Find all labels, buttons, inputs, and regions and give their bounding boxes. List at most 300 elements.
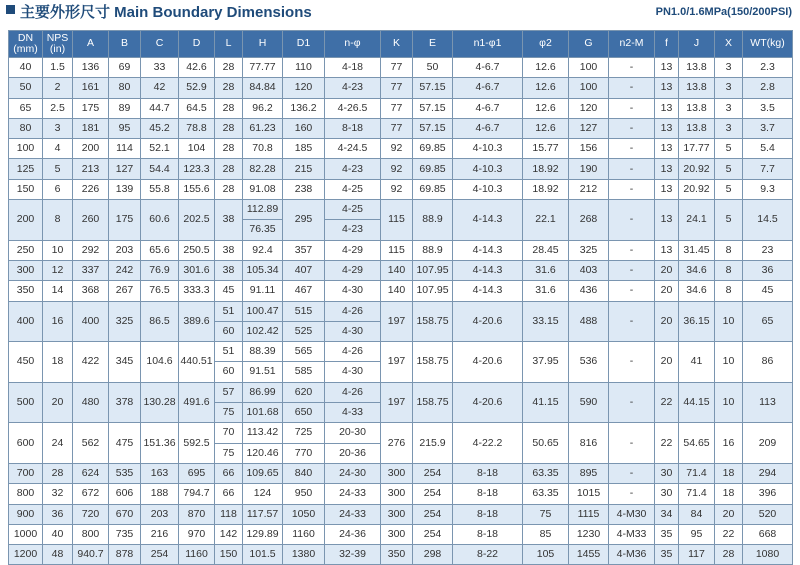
table-cell <box>73 78 109 98</box>
cell-text: 695 <box>187 467 206 480</box>
table-cell <box>453 463 523 483</box>
cell-text: 54.65 <box>683 436 710 449</box>
cell-line: 565 <box>294 345 313 358</box>
table-cell <box>9 463 43 483</box>
table-row <box>9 301 793 342</box>
cell-text: 345 <box>115 355 134 368</box>
table-cell <box>609 524 655 544</box>
cell-text: 77 <box>390 101 403 114</box>
cell-text: 300 <box>16 264 35 277</box>
cell-text: 301.6 <box>183 264 210 277</box>
cell-text: 1160 <box>185 548 208 561</box>
table-row <box>9 423 793 464</box>
cell-text: 28 <box>722 548 735 561</box>
table-cell <box>655 200 679 241</box>
table-cell <box>609 200 655 241</box>
table-cell <box>325 179 381 199</box>
cell-text: 4-6.7 <box>475 61 500 74</box>
cell-text: 4-M30 <box>616 507 647 520</box>
column-header <box>9 31 43 58</box>
table-cell <box>73 301 109 342</box>
column-header <box>141 31 179 58</box>
cell-text: 14 <box>51 284 64 297</box>
table-cell <box>743 240 793 260</box>
cell-text: 6 <box>54 182 61 195</box>
cell-text: 4-6.7 <box>475 101 500 114</box>
cell-text: 24-33 <box>339 487 366 500</box>
cell-line: 770 <box>283 443 324 463</box>
cell-text: 940.7 <box>77 548 104 561</box>
cell-text: 54.4 <box>149 162 170 175</box>
table-cell <box>523 524 569 544</box>
table-cell <box>453 484 523 504</box>
cell-text: 1115 <box>577 507 600 520</box>
table-cell <box>283 200 325 241</box>
dimensions-table <box>8 30 793 565</box>
table-cell <box>325 118 381 138</box>
cell-text: 2.5 <box>50 101 65 114</box>
cell-text: 57.15 <box>419 101 446 114</box>
cell-text: 950 <box>294 487 313 500</box>
cell-text: 300 <box>387 487 406 500</box>
table-cell <box>283 118 325 138</box>
table-cell <box>283 463 325 483</box>
cell-text: 3 <box>725 101 732 114</box>
table-cell <box>609 504 655 524</box>
cell-text: 18 <box>722 467 735 480</box>
cell-text: 32-39 <box>339 548 366 561</box>
cell-text: 491.6 <box>183 396 210 409</box>
table-cell <box>109 484 141 504</box>
cell-text: 8 <box>54 213 61 226</box>
table-cell <box>679 260 715 280</box>
table-cell <box>381 545 413 565</box>
cell-text: 40 <box>51 527 64 540</box>
table-cell <box>9 159 43 179</box>
table-cell <box>109 545 141 565</box>
cell-text: 4-M33 <box>616 527 647 540</box>
table-cell <box>215 58 243 78</box>
table-cell <box>43 179 73 199</box>
table-cell <box>141 281 179 301</box>
cell-text: 28 <box>222 101 235 114</box>
cell-text: 151.36 <box>143 436 176 449</box>
cell-text: - <box>629 122 634 135</box>
table-cell <box>609 382 655 423</box>
cell-line: 4-26 <box>341 385 363 398</box>
column-header <box>243 31 283 58</box>
cell-text: 69.85 <box>419 182 446 195</box>
column-header-label: C <box>155 37 164 50</box>
table-cell <box>243 301 283 342</box>
table-cell <box>679 159 715 179</box>
cell-text: 85 <box>539 527 552 540</box>
cell-line: 51 <box>222 345 235 358</box>
cell-text: 13 <box>660 243 673 256</box>
table-cell <box>9 423 43 464</box>
column-header <box>413 31 453 58</box>
cell-text: 24-30 <box>339 467 366 480</box>
cell-text: - <box>629 487 634 500</box>
table-cell <box>109 504 141 524</box>
table-cell <box>655 342 679 383</box>
table-cell <box>325 98 381 118</box>
table-cell <box>43 382 73 423</box>
cell-text: 254 <box>423 487 442 500</box>
cell-line: 100.47 <box>246 304 279 317</box>
cell-text: 120 <box>294 81 313 94</box>
table-cell <box>453 545 523 565</box>
cell-text: 422 <box>81 355 100 368</box>
table-cell <box>141 342 179 383</box>
table-cell <box>453 179 523 199</box>
cell-text: 20 <box>660 284 673 297</box>
table-cell <box>655 524 679 544</box>
table-cell <box>215 524 243 544</box>
table-cell <box>381 260 413 280</box>
table-cell <box>715 524 743 544</box>
cell-text: 30 <box>660 487 673 500</box>
table-cell <box>413 78 453 98</box>
table-row <box>9 382 793 423</box>
table-cell <box>569 139 609 159</box>
cell-text: 33.15 <box>532 314 559 327</box>
cell-text: 105.34 <box>246 264 279 277</box>
table-cell <box>109 301 141 342</box>
table-cell <box>569 504 609 524</box>
table-cell <box>413 118 453 138</box>
cell-text: 8-18 <box>476 487 498 500</box>
cell-text: 31.45 <box>683 243 710 256</box>
cell-text: 488 <box>579 314 598 327</box>
table-cell <box>453 200 523 241</box>
cell-text: 107.95 <box>416 264 449 277</box>
table-cell <box>215 139 243 159</box>
cell-text: 50 <box>19 81 32 94</box>
cell-text: 117.57 <box>246 507 279 520</box>
table-cell <box>243 463 283 483</box>
table-cell <box>569 179 609 199</box>
table-cell <box>73 423 109 464</box>
cell-text: 16 <box>722 436 735 449</box>
cell-text: 136 <box>81 61 100 74</box>
cell-text: 216 <box>150 527 169 540</box>
cell-text: 13 <box>660 142 673 155</box>
table-cell <box>523 240 569 260</box>
table-cell <box>655 301 679 342</box>
table-cell <box>381 463 413 483</box>
cell-text: 69 <box>118 61 131 74</box>
cell-line: 60 <box>215 321 242 341</box>
cell-text: 100 <box>579 61 598 74</box>
table-cell <box>715 301 743 342</box>
table-cell <box>179 58 215 78</box>
cell-line: 112.89 <box>246 203 279 216</box>
cell-text: 22.1 <box>535 213 556 226</box>
cell-text: 80 <box>19 122 32 135</box>
table-cell <box>569 382 609 423</box>
cell-text: 400 <box>16 314 35 327</box>
cell-text: 28 <box>222 162 235 175</box>
cell-text: 18.92 <box>532 182 559 195</box>
cell-text: 8-18 <box>476 467 498 480</box>
cell-text: 30 <box>660 467 673 480</box>
column-header-label: E <box>428 37 436 50</box>
table-cell <box>9 301 43 342</box>
cell-line: 75 <box>215 402 242 422</box>
cell-line: 120.46 <box>243 443 282 463</box>
cell-text: 57.15 <box>419 81 446 94</box>
cell-line: 650 <box>283 402 324 422</box>
cell-text: 13.8 <box>686 101 707 114</box>
table-cell <box>283 260 325 280</box>
cell-text: 63.35 <box>532 467 559 480</box>
cell-text: 28 <box>222 142 235 155</box>
table-cell <box>743 58 793 78</box>
table-cell <box>743 301 793 342</box>
table-cell <box>179 118 215 138</box>
cell-text: 800 <box>81 527 100 540</box>
table-cell <box>381 159 413 179</box>
cell-text: 57.15 <box>419 122 446 135</box>
table-cell <box>679 118 715 138</box>
table-cell <box>655 260 679 280</box>
column-header-label: (in) <box>49 43 66 55</box>
cell-text: 101.5 <box>249 548 276 561</box>
cell-text: 300 <box>387 527 406 540</box>
cell-text: 24.1 <box>686 213 707 226</box>
table-header-row <box>9 31 793 58</box>
cell-text: 92 <box>390 162 403 175</box>
cell-text: 24-33 <box>339 507 366 520</box>
table-cell <box>655 58 679 78</box>
cell-text: 28 <box>222 182 235 195</box>
cell-text: 1455 <box>576 548 601 561</box>
cell-text: 4-10.3 <box>472 142 503 155</box>
cell-text: 300 <box>387 507 406 520</box>
table-cell <box>413 240 453 260</box>
cell-text: 77.77 <box>249 61 276 74</box>
cell-text: 41.15 <box>532 396 559 409</box>
cell-text: 38 <box>222 264 235 277</box>
cell-text: 267 <box>115 284 134 297</box>
table-cell <box>73 260 109 280</box>
table-cell <box>655 179 679 199</box>
cell-text: 125 <box>16 162 35 175</box>
column-header <box>283 31 325 58</box>
cell-text: 109.65 <box>246 467 279 480</box>
table-cell <box>381 504 413 524</box>
column-header <box>743 31 793 58</box>
table-cell <box>743 118 793 138</box>
cell-text: 8 <box>725 243 732 256</box>
table-cell <box>413 484 453 504</box>
cell-text: 63.35 <box>532 487 559 500</box>
table-cell <box>179 484 215 504</box>
column-header-label: DN <box>17 31 34 44</box>
cell-text: 1160 <box>292 527 315 540</box>
table-cell <box>679 301 715 342</box>
cell-text: 215.9 <box>419 436 446 449</box>
table-cell <box>243 382 283 423</box>
cell-text: 40 <box>19 61 32 74</box>
table-cell <box>141 423 179 464</box>
table-cell <box>413 463 453 483</box>
cell-text: 5 <box>725 182 732 195</box>
cell-text: - <box>629 355 634 368</box>
cell-line: 4-23 <box>325 219 380 239</box>
table-cell <box>413 58 453 78</box>
table-cell <box>413 139 453 159</box>
column-header-label: n-φ <box>344 37 361 50</box>
table-cell <box>655 504 679 524</box>
table-cell <box>141 179 179 199</box>
cell-text: 42 <box>153 81 166 94</box>
table-row <box>9 281 793 301</box>
table-cell <box>9 78 43 98</box>
cell-line: 4-26 <box>341 345 363 358</box>
table-cell <box>9 179 43 199</box>
table-cell <box>109 342 141 383</box>
column-header-label: L <box>225 37 232 50</box>
table-cell <box>381 179 413 199</box>
table-cell <box>453 139 523 159</box>
table-cell <box>215 260 243 280</box>
cell-text: 536 <box>579 355 598 368</box>
table-row <box>9 463 793 483</box>
table-cell <box>9 545 43 565</box>
cell-text: 13 <box>660 182 673 195</box>
table-cell <box>179 281 215 301</box>
cell-line: 4-26 <box>341 304 363 317</box>
cell-line: 76.35 <box>243 219 282 239</box>
table-cell <box>43 78 73 98</box>
cell-text: 10 <box>51 243 64 256</box>
table-cell <box>109 200 141 241</box>
cell-text: 4-20.6 <box>472 314 503 327</box>
cell-text: 71.4 <box>686 467 707 480</box>
cell-text: 4-23 <box>341 81 363 94</box>
table-cell <box>381 484 413 504</box>
page-title: 主要外形尺寸 Main Boundary Dimensions <box>20 4 312 21</box>
cell-text: 33 <box>153 61 166 74</box>
table-cell <box>655 98 679 118</box>
cell-line: 91.51 <box>243 361 282 381</box>
table-cell <box>655 118 679 138</box>
cell-text: 5.4 <box>760 142 775 155</box>
table-cell <box>413 545 453 565</box>
cell-text: 254 <box>150 548 169 561</box>
table-cell <box>679 524 715 544</box>
table-cell <box>523 463 569 483</box>
table-cell <box>9 524 43 544</box>
cell-text: 4-M36 <box>616 548 647 561</box>
cell-text: 50 <box>426 61 439 74</box>
table-cell <box>179 78 215 98</box>
cell-text: 114 <box>116 142 133 155</box>
cell-text: 5 <box>725 142 732 155</box>
cell-text: 64.5 <box>186 101 207 114</box>
cell-text: 250.5 <box>183 243 210 256</box>
pressure-rating: PN1.0/1.6MPa(150/200PSI) <box>655 6 792 18</box>
table-cell <box>109 524 141 544</box>
cell-text: 500 <box>16 396 35 409</box>
cell-text: 592.5 <box>183 436 210 449</box>
table-cell <box>283 281 325 301</box>
cell-line: 525 <box>283 321 324 341</box>
cell-text: 20.92 <box>683 162 710 175</box>
table-cell <box>453 524 523 544</box>
table-cell <box>413 98 453 118</box>
table-cell <box>73 240 109 260</box>
cell-text: 160 <box>294 122 313 135</box>
table-cell <box>523 504 569 524</box>
cell-text: 4-20.6 <box>472 396 503 409</box>
table-cell <box>325 463 381 483</box>
table-cell <box>43 58 73 78</box>
cell-text: 150 <box>16 182 35 195</box>
table-cell <box>43 423 73 464</box>
table-cell <box>413 524 453 544</box>
table-cell <box>243 98 283 118</box>
cell-text: 14.5 <box>757 213 778 226</box>
table-cell <box>569 301 609 342</box>
table-cell <box>325 281 381 301</box>
table-cell <box>381 382 413 423</box>
column-header <box>679 31 715 58</box>
table-cell <box>141 301 179 342</box>
table-cell <box>569 524 609 544</box>
table-row <box>9 545 793 565</box>
cell-text: 190 <box>579 162 598 175</box>
table-cell <box>215 78 243 98</box>
table-cell <box>413 423 453 464</box>
table-cell <box>679 281 715 301</box>
cell-text: 295 <box>294 213 313 226</box>
cell-text: 4-30 <box>341 284 363 297</box>
cell-text: 13 <box>660 122 673 135</box>
cell-text: 2.8 <box>760 81 775 94</box>
cell-text: 378 <box>115 396 134 409</box>
column-header-label: WT(kg) <box>750 37 785 50</box>
cell-text: 292 <box>81 243 100 256</box>
table-cell <box>141 240 179 260</box>
cell-text: - <box>629 213 634 226</box>
table-cell <box>453 240 523 260</box>
table-cell <box>215 484 243 504</box>
table-cell <box>453 98 523 118</box>
table-cell <box>453 423 523 464</box>
table-cell <box>141 139 179 159</box>
cell-text: 86.5 <box>149 314 170 327</box>
cell-text: 22 <box>722 527 735 540</box>
column-header <box>523 31 569 58</box>
cell-text: 350 <box>16 284 35 297</box>
cell-text: 158.75 <box>416 314 449 327</box>
cell-text: 107.95 <box>416 284 449 297</box>
cell-text: 66 <box>222 487 235 500</box>
table-cell <box>655 281 679 301</box>
table-cell <box>569 58 609 78</box>
table-cell <box>679 139 715 159</box>
cell-text: 34.6 <box>686 284 707 297</box>
cell-text: 118 <box>220 507 237 520</box>
table-cell <box>453 118 523 138</box>
column-header-label: G <box>584 37 593 50</box>
table-cell <box>715 463 743 483</box>
table-cell <box>413 159 453 179</box>
table-cell <box>381 301 413 342</box>
